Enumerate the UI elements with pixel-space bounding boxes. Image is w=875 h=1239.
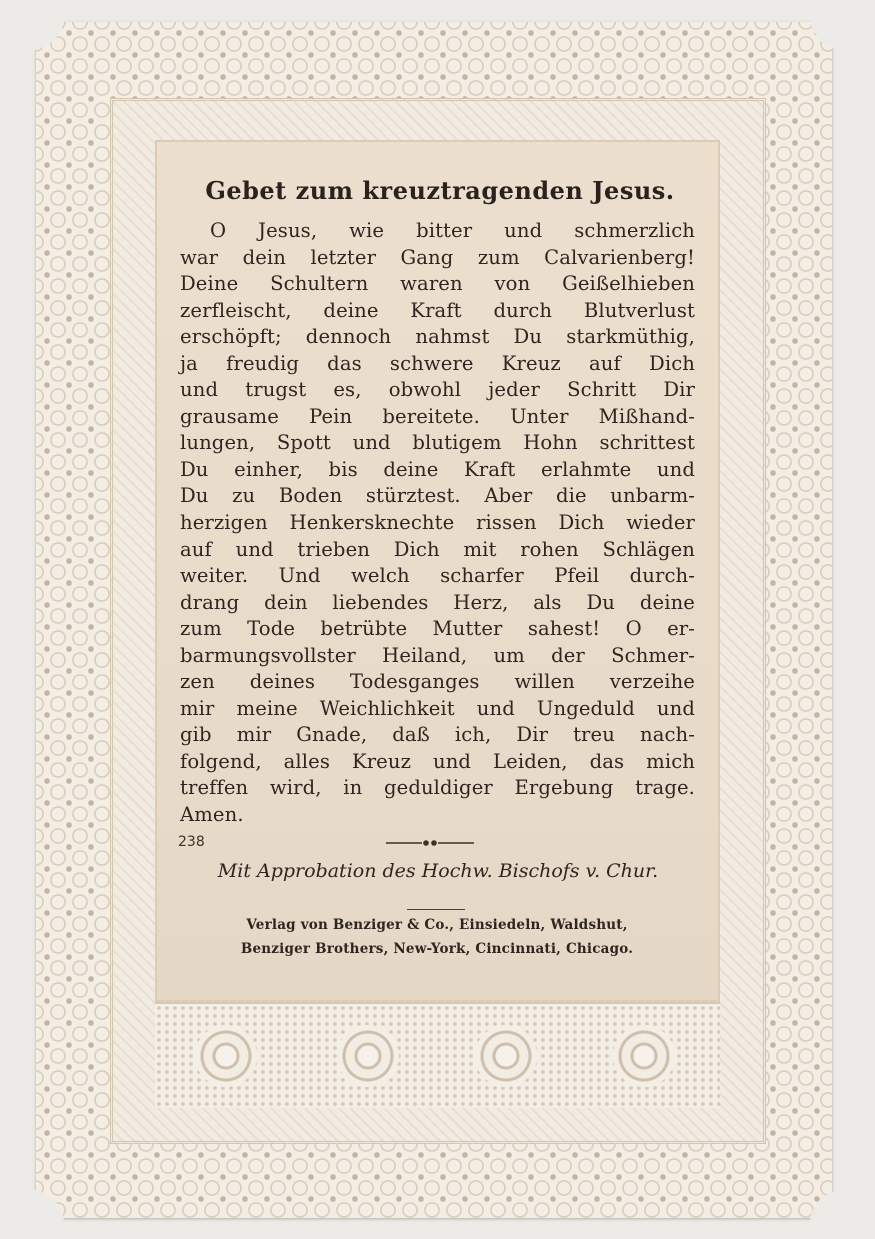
prayer-line-amen: Amen. (180, 803, 244, 827)
prayer-line: ja freudig das schwere Kreuz auf Dich (180, 351, 695, 375)
prayer-line: Deine Schultern waren von Geißelhieben (180, 272, 695, 296)
prayer-line: grausame Pein bereitete. Unter Mißhand- (180, 404, 695, 428)
prayer-line: zerfleischt, deine Kraft durch Blutverlust (180, 298, 695, 322)
divider-ornament-icon (384, 836, 476, 850)
prayer-line: gib mir Gnade, daß ich, Dir treu nach- (180, 723, 695, 747)
prayer-line: Du einher, bis deine Kraft erlahmte und (180, 457, 695, 481)
prayer-line: Du zu Boden stürztest. Aber die unbarm- (180, 484, 695, 508)
rosette-ornament (195, 1025, 257, 1087)
approbation-line: Mit Approbation des Hochw. Bischofs v. Chur. (217, 860, 659, 882)
prayer-line: auf und trieben Dich mit rohen Schlägen (180, 537, 695, 561)
prayer-line: zen deines Todesganges willen verzeihe (180, 670, 695, 694)
prayer-text (180, 218, 695, 829)
prayer-line: treffen wird, in geduldiger Ergebung trage. (180, 776, 695, 800)
prayer-line: lungen, Spott und blutigem Hohn schrittest (180, 431, 695, 455)
prayer-line: zum Tode betrübte Mutter sahest! O er- (180, 617, 695, 641)
publisher-line-1: Verlag von Benziger & Co., Einsiedeln, Waldshut, (246, 917, 628, 933)
prayer-line: und trugst es, obwohl jeder Schritt Dir (180, 378, 695, 402)
divider-rule (407, 909, 465, 910)
prayer-line: war dein letzter Gang zum Calvarienberg! (180, 245, 695, 269)
prayer-line: drang dein liebendes Herz, als Du deine (180, 590, 695, 614)
prayer-line: O Jesus, wie bitter und schmerzlich (210, 219, 695, 242)
prayer-line: erschöpft; dennoch nahmst Du starkmüthig, (180, 325, 695, 349)
rosette-ornament (337, 1025, 399, 1087)
rosette-ornament (613, 1025, 675, 1087)
prayer-line: barmungsvollster Heiland, um der Schmer- (180, 643, 695, 667)
prayer-line: folgend, alles Kreuz und Leiden, das mich (180, 749, 695, 773)
prayer-line: weiter. Und welch scharfer Pfeil durch- (180, 564, 695, 588)
card-number: 238 (178, 834, 205, 850)
prayer-line: herzigen Henkersknechte rissen Dich wieder (180, 511, 695, 535)
rosette-ornament (475, 1025, 537, 1087)
prayer-line: mir meine Weichlichkeit und Ungeduld und (180, 696, 695, 720)
publisher-line-2: Benziger Brothers, New-York, Cincinnati, Chicago. (240, 941, 634, 957)
prayer-title: Gebet zum kreuztragenden Jesus. (205, 176, 675, 205)
